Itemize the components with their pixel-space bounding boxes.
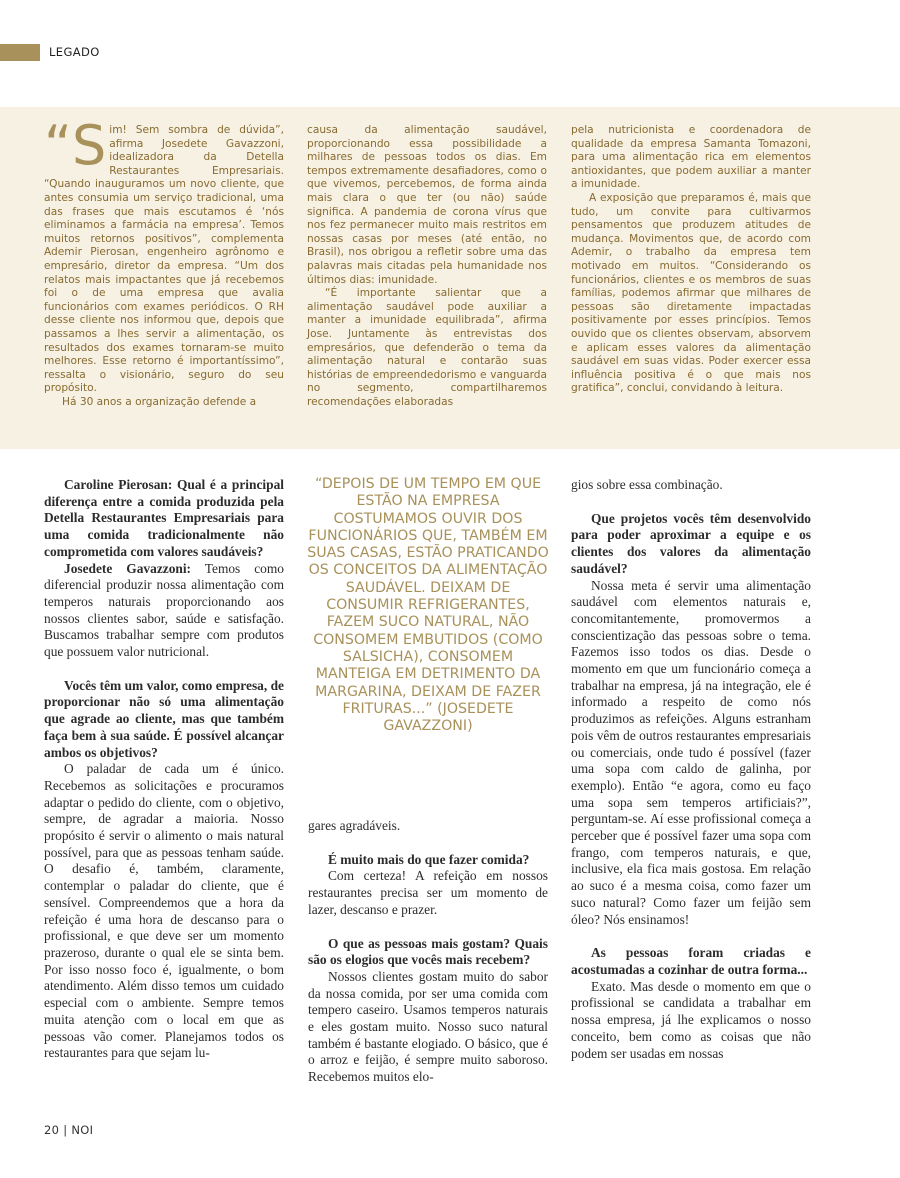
continued-text: gares agradáveis. xyxy=(308,818,401,833)
intro-paragraph: causa da alimentação saudável, proporcionando essa possibilidade a milhares de pessoas todos os dias. Em tempos extremamente desafiadores, como o que vivemos, percebemos, de forma ainda mais clara o que ter (ou não) saúde significa. A pandemia de corona vírus que nos fez permanecer muito mais restritos em nossas casas por meses (até então, no Brasil), nos obrigou a refletir sobre uma das palavras mais citadas pela humanidade nos últimos dias: imunidade. xyxy=(307,124,547,286)
footer-separator: | xyxy=(63,1123,68,1137)
section-color-bar xyxy=(0,44,40,61)
continued-text: gios sobre essa combinação. xyxy=(571,477,723,492)
interview-question: Que projetos vocês têm desenvolvido para poder aproximar a equipe e os clientes dos valores da alimentação saudável? xyxy=(571,510,811,576)
intro-column-2 xyxy=(307,124,547,409)
intro-paragraph: “É importante salientar que a alimentação saudável pode auxiliar a manter a imunidade equilibrada”, afirma Jose. Juntamente às entrevistas dos empresários, que defenderão o tema da alimentação natural e contarão suas histórias de empreendedorismo e vanguarda no segmento, compartilharemos recomendações elaboradas xyxy=(307,287,547,408)
intro-box xyxy=(0,107,900,449)
intro-paragraph: Há 30 anos a organização defende a xyxy=(62,395,257,408)
interview-question: É muito mais do que fazer comida? xyxy=(328,851,530,867)
intro-paragraph: “S im! Sem sombra de dúvida”, afirma Josedete Gavazzoni, idealizadora da Detella Restaurantes Empresariais. “Quando inauguramos um novo cliente, que antes consumia um serviço tradicional, uma das frases que mais escutamos é ‘nós eliminamos a farmácia na empresa’. Temos muitos retornos positivos”, complementa Ademir Pierosan, engenheiro agrônomo e empresário, diretor da empresa. “Um dos relatos mais impactantes que já recebemos foi o de uma empresa que avalia funcionários com exames periódicos. O RH desse cliente nos informou que, depois que passamos a lhes servir a alimentação, os resultados dos exames tornaram-se muito melhores. Esse retorno é importantíssimo”, ressalta o visionário, seguro do seu propósito. xyxy=(44,114,284,395)
intro-column-3 xyxy=(571,124,811,396)
interview-answer: Exato. Mas desde o momento em que o profissional se candidata a trabalhar em nossa empresa, já lhe explicamos o nosso conceito, bem como as coisas que não podem ser usadas em nossas xyxy=(571,978,811,1061)
interview-question: O que as pessoas mais gostam? Quais são os elogios que vocês mais recebem? xyxy=(308,935,548,968)
body-column-2 xyxy=(308,818,548,1086)
interview-question: Caroline Pierosan: Qual é a principal diferença entre a comida produzida pela Detella Restaurantes Empresariais para uma comida tradicionalmente não comprometida com valores saudáveis? xyxy=(44,477,284,559)
body-column-1 xyxy=(44,477,284,1062)
interview-question: As pessoas foram criadas e acostumadas a cozinhar de outra forma... xyxy=(571,945,811,977)
pull-quote: “DEPOIS DE UM TEMPO EM QUE ESTÃO NA EMPRESA COSTUMAMOS OUVIR DOS FUNCIONÁRIOS QUE, TAMBÉM EM SUAS CASAS, ESTÃO PRATICANDO OS CONCEITOS DA ALIMENTAÇÃO SAUDÁVEL. DEIXAM DE CONSUMIR REFRIGERANTES, FAZEM SUCO NATURAL, NÃO CONSOMEM EMBUTIDOS (COMO SALSICHA), CONSOMEM MANTEIGA EM DETRIMENTO DA MARGARINA, DEIXAM DE FAZER FRITURAS...” (JOSEDETE GAVAZZONI) xyxy=(307,476,549,735)
interview-question: Vocês têm um valor, como empresa, de proporcionar não só uma alimentação que agrade ao cliente, mas que também faça bem à sua saúde. É possível alcançar ambos os objetivos? xyxy=(44,677,284,760)
speaker-name: Josedete Gavazzoni: xyxy=(64,560,192,576)
body-column-3 xyxy=(571,477,811,1062)
dropcap xyxy=(44,114,107,177)
page-footer xyxy=(44,1123,93,1137)
intro-paragraph: pela nutricionista e coordenadora de qualidade da empresa Samanta Tomazoni, para uma alimentação rica em elementos antioxidantes, que podem auxiliar a manter a imunidade. xyxy=(571,124,811,191)
page-number: 20 xyxy=(44,1123,60,1137)
intro-column-1 xyxy=(44,114,284,409)
interview-answer: O paladar de cada um é único. Recebemos as solicitações e procuramos adaptar o pedido do cliente, com o objetivo, sempre, de agradar a maioria. Nosso propósito é servir o alimento o mais natural possível, para que as pessoas tenham saúde. O desafio é, também, claramente, contemplar o paladar do cliente, que é sensível. Compreendemos que a hora da refeição é uma hora de descanso para o profissional, e que deve ser um momento prazeroso, durante o qual ele se sinta bem. Por isso nosso foco é, igualmente, o bom atendimento. Além disso temos um cuidado especial com o ambiente. Sempre temos muita atenção com o local em que as pessoas vão comer. Planejamos todos os restaurantes para que sejam lu- xyxy=(44,761,284,1061)
section-label: LEGADO xyxy=(49,45,100,59)
magazine-name: NOI xyxy=(71,1123,94,1137)
dropcap-letter: S xyxy=(71,114,107,177)
interview-answer: Nossos clientes gostam muito do sabor da nossa comida, por ser uma comida com tempero caseiro. Usamos temperos naturais e eles gostam muito. Nosso suco natural também é bastante elogiado. O básico, que é o arroz e feijão, é sempre muito saboroso. Recebemos muitos elo- xyxy=(308,968,548,1085)
dropcap-quote-mark: “ xyxy=(44,114,72,177)
interview-answer: Josedete Gavazzoni: Temos como diferencial produzir nossa alimentação com temperos naturais proporcionando aos nossos clientes sabor, saúde e satisfação. Buscamos trabalhar sempre com produtos que possuem valor nutricional. xyxy=(44,560,284,660)
interview-answer: Nossa meta é servir uma alimentação saudável com elementos naturais e, concomitantemente, promovermos a conscientização das pessoas sobre o tema. Fazemos isso todos os dias. Desde o momento em que um funcionário começa a trabalhar na empresa, já na integração, ele é informado a respeito de como nós produzimos as refeições. Alguns estranham pois vêm de outros restaurantes empresariais ou comerciais, onde tudo é possível (fazer uma sopa com caldo de galinha, por exemplo). Então “e agora, como eu faço uma sopa sem temperos artificiais?”, perguntam-se. Aí esse profissional começa a perceber que é possível fazer uma sopa com frango, com temperos naturais, e que, inclusive, ela fica mais gostosa. Em relação ao suco é a mesma coisa, como fazer um suco natural? Como fazer um feijão sem óleo? Nós ensinamos! xyxy=(571,577,811,927)
interview-answer: Com certeza! A refeição em nossos restaurantes precisa ser um momento de lazer, descanso e prazer. xyxy=(308,868,548,917)
intro-paragraph: A exposição que preparamos é, mais que tudo, um convite para cultivarmos pensamentos que produzem atitudes de mudança. Movimentos que, de acordo com Ademir, o trabalho da empresa tem motivado em muitos. “Considerando os funcionários, clientes e os membros de suas famílias, podemos afirmar que milhares de pessoas são diretamente impactadas positivamente por esses princípios. Temos ouvido que os clientes observam, absorvem e aplicam esses valores da alimentação saudável em suas vidas. Poder exercer essa influência positiva é o que mais nos gratifica”, conclui, convidando à leitura. xyxy=(571,191,811,395)
